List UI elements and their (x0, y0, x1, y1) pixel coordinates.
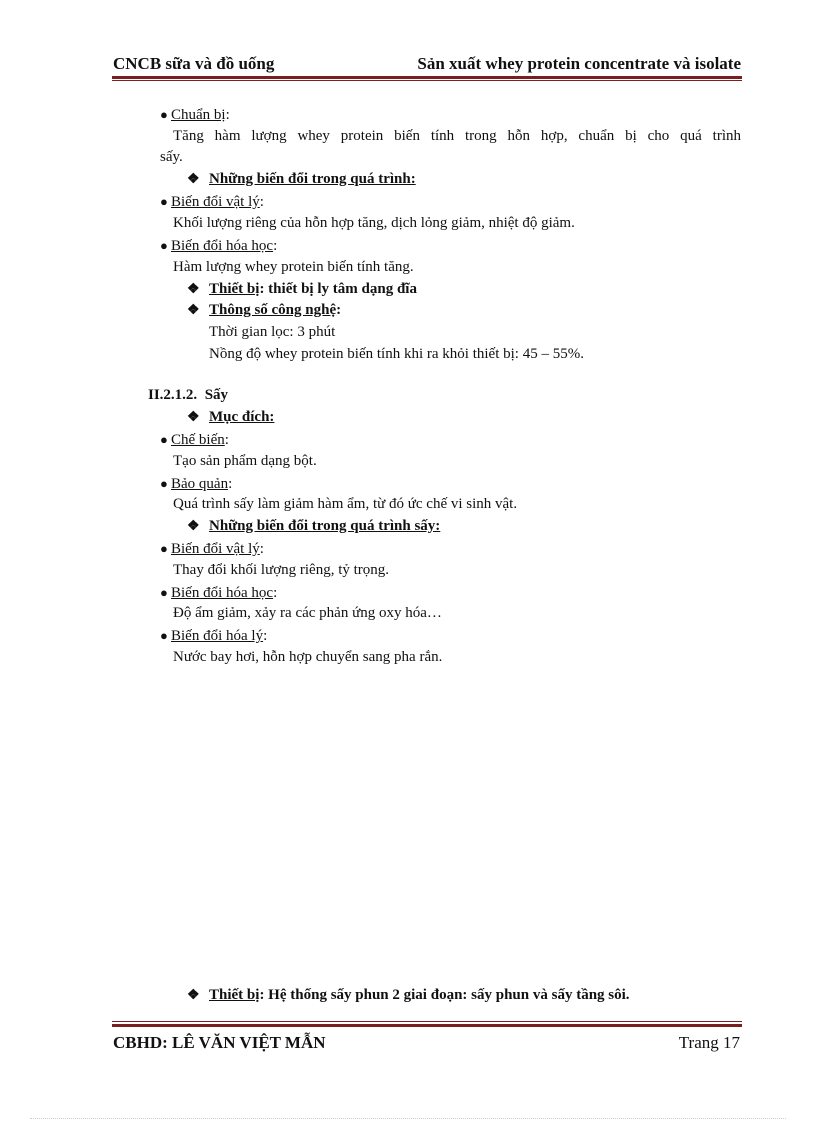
footer-left: CBHD: LÊ VĂN VIỆT MẪN (113, 1033, 326, 1052)
paragraph-line: Nồng độ whey protein biến tính khi ra khỏi thiết bị: 45 – 55%. (209, 346, 584, 362)
paragraph-line: Nước bay hơi, hỗn hợp chuyển sang pha rắn. (173, 649, 443, 665)
bullet-icon: ● (160, 541, 168, 556)
header-left: CNCB sữa và đồ uống (113, 54, 275, 73)
diamond-icon: ❖ (187, 172, 200, 187)
diamond-icon: ❖ (187, 519, 200, 534)
header-right: Sản xuất whey protein concentrate và isolate (417, 54, 741, 73)
footer-rule (112, 1024, 742, 1027)
list-item: ● Chế biến: (160, 429, 229, 452)
list-item: ● Chuẩn bị: (160, 104, 230, 127)
section-heading (148, 385, 228, 407)
subheading: ❖ Những biến đổi trong quá trình: (187, 169, 416, 191)
section-number: II.2.1.2. (148, 387, 198, 403)
page-number: Trang 17 (678, 1033, 740, 1052)
bullet-icon: ● (160, 585, 168, 600)
paragraph-line: Thời gian lọc: 3 phút (209, 324, 336, 340)
page-edge-divider (30, 1118, 786, 1119)
footer-rule-thin (112, 1021, 742, 1022)
header-rule-thin (112, 80, 742, 81)
section-title: Sấy (204, 387, 229, 403)
paragraph-line: sấy. (160, 149, 183, 165)
diamond-icon: ❖ (187, 303, 200, 318)
subheading: ❖ Thiết bị: Hệ thống sấy phun 2 giai đoạn: sấy phun và sấy tầng sôi. (187, 985, 630, 1007)
paragraph-line: Khối lượng riêng của hỗn hợp tăng, dịch lỏng giảm, nhiệt độ giảm. (173, 215, 575, 231)
bullet-icon: ● (160, 628, 168, 643)
bullet-icon: ● (160, 432, 168, 447)
list-item: ● Biến đổi hóa học: (160, 235, 277, 258)
subheading: ❖ Mục đích: (187, 407, 274, 429)
paragraph-line: Thay đổi khối lượng riêng, tỷ trọng. (173, 562, 390, 578)
list-item: ● Bảo quản: (160, 473, 232, 496)
list-item: ● Biến đổi vật lý: (160, 538, 264, 561)
paragraph-line: Tăng hàm lượng whey protein biến tính trong hỗn hợp, chuẩn bị cho quá trình (173, 128, 741, 144)
paragraph-line: Hàm lượng whey protein biến tính tăng. (173, 259, 414, 275)
list-item: ● Biến đổi hóa lý: (160, 625, 267, 648)
item-label: Chuẩn bị (171, 107, 226, 123)
bullet-icon: ● (160, 476, 168, 491)
header-rule (112, 76, 742, 79)
paragraph-line: Độ ẩm giảm, xảy ra các phản ứng oxy hóa… (173, 605, 442, 621)
list-item: ● Biến đổi hóa học: (160, 582, 277, 605)
diamond-icon: ❖ (187, 410, 200, 425)
paragraph-line: Quá trình sấy làm giảm hàm ẩm, từ đó ức chế vi sinh vật. (173, 496, 518, 512)
bullet-icon: ● (160, 238, 168, 253)
diamond-icon: ❖ (187, 988, 200, 1003)
bullet-icon: ● (160, 194, 168, 209)
subheading: ❖ Thiết bị: thiết bị ly tâm dạng đĩa (187, 279, 417, 301)
subheading: ❖ Thông số công nghệ: (187, 300, 341, 322)
paragraph-line: Tạo sản phẩm dạng bột. (173, 453, 317, 469)
bullet-icon: ● (160, 107, 168, 122)
list-item: ● Biến đổi vật lý: (160, 191, 264, 214)
diamond-icon: ❖ (187, 282, 200, 297)
subheading: ❖ Những biến đổi trong quá trình sấy: (187, 516, 440, 538)
